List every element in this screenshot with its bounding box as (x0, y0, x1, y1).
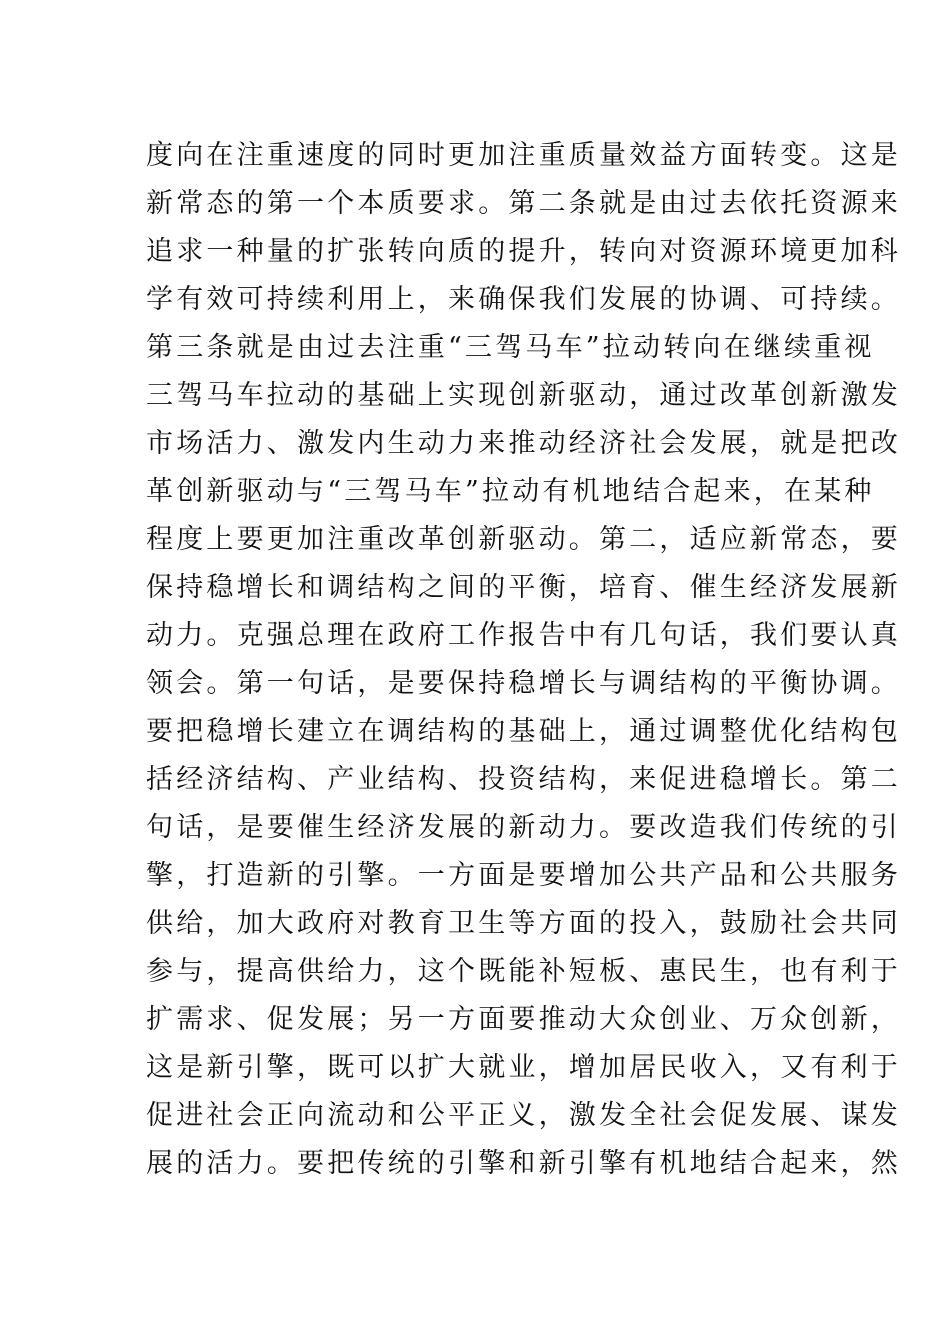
text-line: 新常态的第一个本质要求。第二条就是由过去依托资源来 (146, 188, 901, 219)
text-line: 擎，打造新的引擎。一方面是要增加公共产品和公共服务 (146, 860, 901, 891)
text-line: 动力。克强总理在政府工作报告中有几句话，我们要认真 (146, 620, 901, 651)
text-line: 这是新引擎，既可以扩大就业，增加居民收入，又有利于 (146, 1052, 901, 1083)
text-line: 革创新驱动与“三驾马车”拉动有机地结合起来，在某种 (146, 476, 875, 507)
text-line: 扩需求、促发展；另一方面要推动大众创业、万众创新， (146, 1004, 901, 1035)
text-line: 市场活力、激发内生动力来推动经济社会发展，就是把改 (146, 428, 901, 459)
body-text (146, 132, 901, 1188)
text-line: 第三条就是由过去注重“三驾马车”拉动转向在继续重视 (146, 332, 875, 363)
text-line: 参与，提高供给力，这个既能补短板、惠民生，也有利于 (146, 956, 901, 987)
text-line: 展的活力。要把传统的引擎和新引擎有机地结合起来，然 (146, 1148, 901, 1179)
text-line: 句话，是要催生经济发展的新动力。要改造我们传统的引 (146, 812, 901, 843)
text-line: 追求一种量的扩张转向质的提升，转向对资源环境更加科 (146, 236, 901, 267)
text-line: 要把稳增长建立在调结构的基础上，通过调整优化结构包 (146, 716, 901, 747)
text-line: 三驾马车拉动的基础上实现创新驱动，通过改革创新激发 (146, 380, 901, 411)
text-line: 供给，加大政府对教育卫生等方面的投入，鼓励社会共同 (146, 908, 901, 939)
text-line: 促进社会正向流动和公平正义，激发全社会促发展、谋发 (146, 1100, 901, 1131)
text-line: 学有效可持续利用上，来确保我们发展的协调、可持续。 (146, 284, 901, 315)
text-line: 度向在注重速度的同时更加注重质量效益方面转变。这是 (146, 140, 901, 171)
text-line: 领会。第一句话，是要保持稳增长与调结构的平衡协调。 (146, 668, 901, 699)
text-line: 程度上要更加注重改革创新驱动。第二，适应新常态，要 (146, 524, 901, 555)
text-line: 保持稳增长和调结构之间的平衡，培育、催生经济发展新 (146, 572, 901, 603)
text-line: 括经济结构、产业结构、投资结构，来促进稳增长。第二 (146, 764, 901, 795)
